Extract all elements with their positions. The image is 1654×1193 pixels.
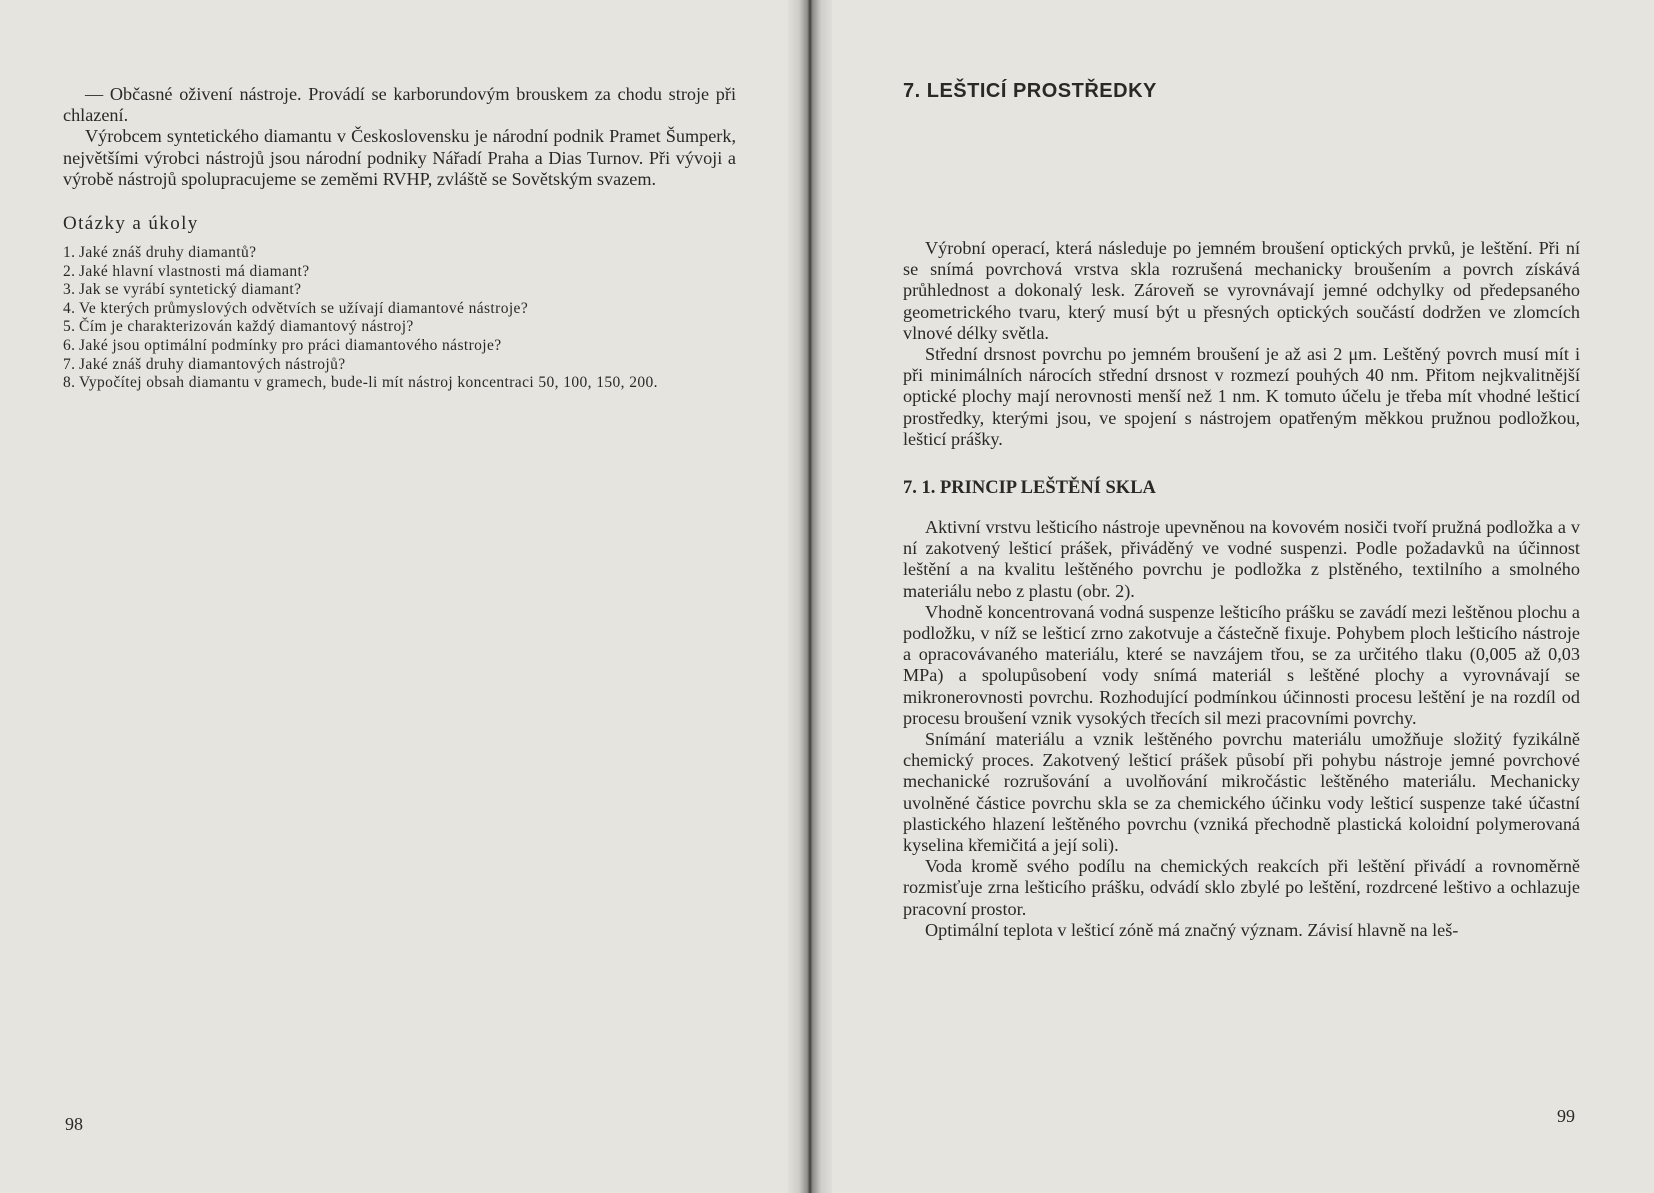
left-paragraph-1: — Občasné oživení nástroje. Provádí se karborundovým brouskem za chodu stroje při chlazení. [63, 84, 736, 126]
body-paragraph-5: Optimální teplota v lešticí zóně má značný význam. Závisí hlavně na leš- [925, 919, 1459, 940]
section-heading: 7. LEŠTICÍ PROSTŘEDKY [903, 80, 1157, 102]
left-page-content [63, 84, 736, 393]
question-item [63, 318, 736, 337]
question-text: Ve kterých průmyslových odvětvích se užívají diamantové nástroje? [79, 299, 529, 317]
body-paragraph-2: Vhodně koncentrovaná vodná suspenze lešticího prášku se zavádí mezi leštěnou plochu a podložku, v níž se lešticí zrno zakotvuje a částečně fixuje. Pohybem ploch lešticího nástroje a opracovávaného materiálu, které se navzájem třou, se za určitého tlaku (0,005 až 0,03 MPa) a spolupůsobení vody snímá materiál s leštěné plochy a vyrovnávají se mikronerovnosti povrchu. Rozhodující podmínkou účinnosti procesu leštění je na rozdíl od procesu broušení vznik vysokých třecích sil mezi pracovními povrchy. [903, 601, 1580, 728]
question-item [63, 244, 736, 263]
page-number-left: 98 [65, 1114, 83, 1134]
intro-paragraph-1: Výrobní operací, která následuje po jemném broušení optických prvků, je leštění. Při ní se snímá povrchová vrstva skla rozrušená mechanicky broušením a povrch získává průhlednost a dokonalý lesk. Zároveň se vyrovnávají jemné odchylky od předepsaného geometrického tvaru, který musí být u přesných optických součástí dodržen ve zlomcích vlnové délky světla. [903, 238, 1580, 343]
body-paragraph-4: Voda kromě svého podílu na chemických reakcích při leštění přivádí a rovnoměrně rozmisťuje zrna lešticího prášku, odvádí sklo zbylé po leštění, rozdrcené leštivo a ochlazuje pracovní prostor. [903, 856, 1580, 919]
page-number-right: 99 [1557, 1106, 1575, 1126]
questions-list [63, 244, 736, 393]
left-page [0, 0, 800, 1193]
subsection-heading: 7. 1. PRINCIP LEŠTĚNÍ SKLA [903, 478, 1156, 499]
question-text: Jak se vyrábí syntetický diamant? [79, 281, 302, 299]
question-text: Čím je charakterizován každý diamantový nástroj? [79, 318, 414, 336]
question-number: 4. [63, 299, 76, 317]
question-text: Jaké hlavní vlastnosti má diamant? [79, 262, 310, 280]
left-paragraph-2: Výrobcem syntetického diamantu v Československu je národní podnik Pramet Šumperk, největšími výrobci nástrojů jsou národní podniky Nářadí Praha a Dias Turnov. Při vývoji a výrobě nástrojů spolupracujeme se zeměmi RVHP, zvláště se Sovětským svazem. [63, 126, 736, 189]
question-number: 5. [63, 318, 76, 336]
book-gutter [788, 0, 832, 1193]
question-text: Vypočítej obsah diamantu v gramech, bude-li mít nástroj koncentraci 50, 100, 150, 200. [79, 374, 658, 392]
question-number: 3. [63, 281, 76, 299]
intro-text [903, 238, 1580, 450]
body-paragraph-3: Snímání materiálu a vznik leštěného povrchu materiálu umožňuje složitý fyzikálně chemický proces. Zakotvený lešticí prášek působí při pohybu nástroje jemné povrchové mechanické rozrušování a uvolňování mikročástic leštěného materiálu. Mechanicky uvolněné částice povrchu skla se za chemického účinku vody lešticí suspenze také účastní plastického hlazení leštěného povrchu (vzniká přechodně plastická koloidní polymerovaná kyselina křemičitá a její soli). [903, 729, 1580, 856]
question-number: 2. [63, 262, 76, 280]
question-item [63, 281, 736, 300]
question-text: Jaké znáš druhy diamantů? [79, 244, 257, 262]
intro-paragraph-2: Střední drsnost povrchu po jemném broušení je až asi 2 μm. Leštěný povrch musí mít i při minimálních nárocích střední drsnost v rozmezí pouhých 40 nm. Přitom nejkvalitnější optické plochy mají nerovnosti menší než 1 nm. K tomuto účelu je třeba mít vhodné lešticí prostředky, kterými jsou, ve spojení s nástrojem opatřeným měkkou pružnou podložkou, lešticí prášky. [903, 344, 1580, 449]
question-number: 7. [63, 355, 76, 373]
question-number: 6. [63, 336, 76, 354]
question-item [63, 300, 736, 319]
question-text: Jaké znáš druhy diamantových nástrojů? [79, 355, 346, 373]
question-item [63, 337, 736, 356]
body-paragraph-1: Aktivní vrstvu lešticího nástroje upevněnou na kovovém nosiči tvoří pružná podložka a v ní zakotvený lešticí prášek, přiváděný ve vodné suspenzi. Podle požadavků na účinnost leštění a na kvalitu leštěného povrchu je podložka z plstěného, textilního a smolného materiálu nebo z plastu (obr. 2). [903, 517, 1580, 601]
question-number: 1. [63, 244, 76, 262]
right-page-content [903, 80, 1580, 941]
questions-heading: Otázky a úkoly [63, 213, 199, 235]
question-item [63, 263, 736, 282]
question-number: 8. [63, 374, 76, 392]
question-item [63, 356, 736, 375]
question-text: Jaké jsou optimální podmínky pro práci diamantového nástroje? [79, 336, 502, 354]
subsection-text [903, 517, 1580, 941]
question-item [63, 374, 736, 393]
